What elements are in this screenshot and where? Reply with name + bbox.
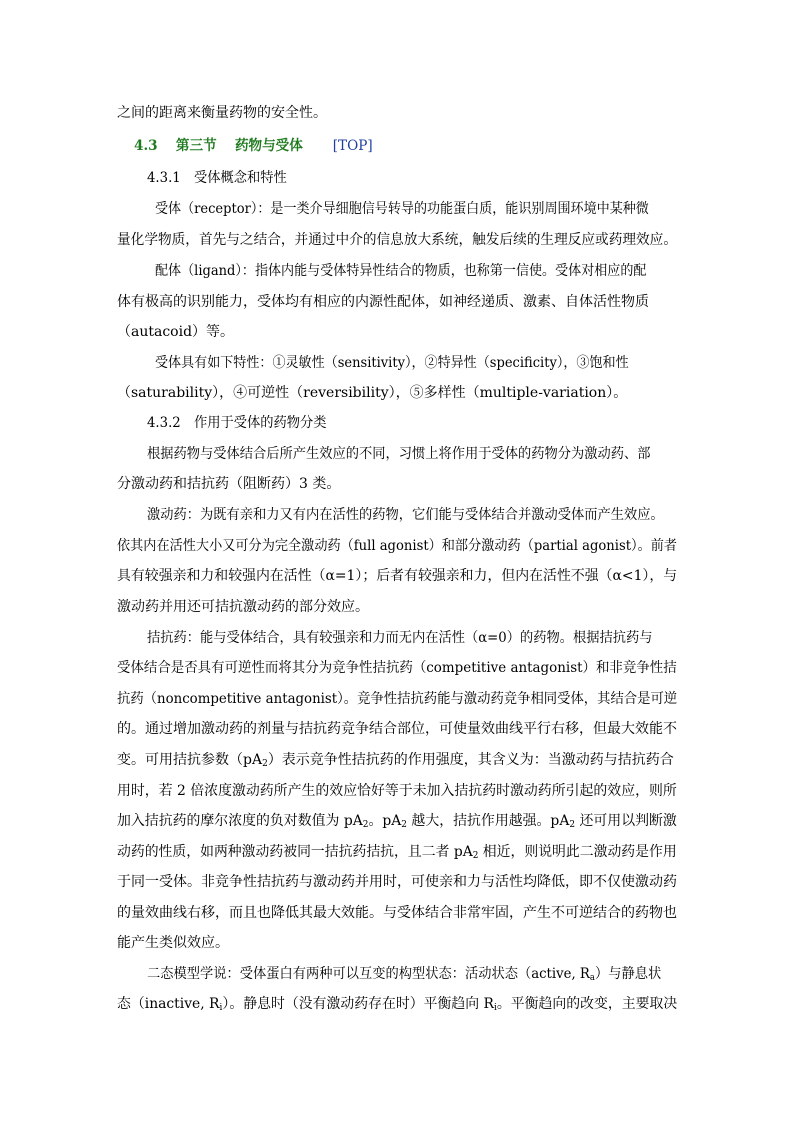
paragraph-line: 受体具有如下特性：①灵敏性（sensitivity），②特异性（specificity），③饱和性 bbox=[155, 355, 629, 371]
paragraph-line: 激动药并用还可拮抗激动药的部分效应。 bbox=[117, 599, 369, 615]
paragraph-line: 二态模型学说：受体蛋白有两种可以互变的构型状态：活动状态（active, $R_a$）与静息状 bbox=[147, 966, 662, 983]
paragraph-line: 之间的距离来衡量药物的安全性。 bbox=[117, 105, 327, 121]
subsection-heading: 4.3.1 受体概念和特性 bbox=[147, 170, 287, 186]
paragraph-line: 的量效曲线右移，而且也降低其最大效能。与受体结合非常牢固，产生不可逆结合的药物也 bbox=[117, 905, 677, 921]
paragraph-line: 于同一受体。非竞争性拮抗药与激动药并用时，可使亲和力与活性均降低，即不仅使激动药 bbox=[117, 874, 677, 890]
paragraph-line: 加入拮抗药的摩尔浓度的负对数值为 $pA_2$。$pA_2$ 越大，拮抗作用越强。$pA_2$ 还可用以判断激 bbox=[117, 813, 677, 830]
section-name: 第三节 bbox=[175, 138, 217, 154]
section-heading bbox=[134, 136, 677, 156]
section-number: 4.3 bbox=[134, 138, 158, 154]
paragraph-line: 具有较强亲和力和较强内在活性（α=1）；后者有较强亲和力，但内在活性不强（α<1），与 bbox=[117, 568, 678, 584]
paragraph-line: 分激动药和拮抗药（阻断药）3 类。 bbox=[117, 476, 341, 492]
paragraph-line: 态（inactive, $R_i$）。静息时（没有激动药存在时）平衡趋向 $R_i$。平衡趋向的改变，主要取决 bbox=[117, 996, 678, 1013]
paragraph-line: 能产生类似效应。 bbox=[117, 935, 229, 951]
paragraph-line: 激动药：为既有亲和力又有内在活性的药物，它们能与受体结合并激动受体而产生效应。 bbox=[147, 507, 664, 523]
paragraph-line: （autacoid）等。 bbox=[117, 324, 235, 340]
paragraph-line: 受体（receptor）：是一类介导细胞信号转导的功能蛋白质，能识别周围环境中某种微 bbox=[155, 201, 649, 217]
section-title: 药物与受体 bbox=[234, 138, 303, 154]
paragraph-line: 动药的性质，如两种激动药被同一拮抗药拮抗，且二者 $pA_2$ 相近，则说明此二激动药是作用 bbox=[117, 844, 677, 861]
subsection-heading: 4.3.2 作用于受体的药物分类 bbox=[147, 415, 327, 431]
paragraph-line: 变。可用拮抗参数$(pA_2)$表示竞争性拮抗药的作用强度，其含义为：当激动药与拮抗药合 bbox=[117, 752, 674, 769]
paragraph-line: （saturability），④可逆性（reversibility），⑤多样性（multiple-variation）。 bbox=[117, 385, 628, 401]
paragraph-line: 拮抗药：能与受体结合，具有较强亲和力而无内在活性（α=0）的药物。根据拮抗药与 bbox=[147, 630, 653, 646]
paragraph-line: 量化学物质，首先与之结合，并通过中介的信息放大系统，触发后续的生理反应或药理效应。 bbox=[117, 232, 677, 248]
paragraph-line: 用时，若 2 倍浓度激动药所产生的效应恰好等于未加入拮抗药时激动药所引起的效应，则所 bbox=[117, 783, 677, 799]
paragraph-line: 根据药物与受体结合后所产生效应的不同，习惯上将作用于受体的药物分为激动药、部 bbox=[147, 446, 651, 462]
paragraph-line: 的。通过增加激动药的剂量与拮抗药竞争结合部位，可使量效曲线平行右移，但最大效能不 bbox=[117, 721, 677, 737]
paragraph-line: 配体（ligand）：指体内能与受体特异性结合的物质，也称第一信使。受体对相应的配 bbox=[155, 263, 647, 279]
paragraph-line: 抗药（noncompetitive antagonist）。竞争性拮抗药能与激动药竞争相同受体，其结合是可逆 bbox=[117, 691, 678, 707]
paragraph-line: 体有极高的识别能力，受体均有相应的内源性配体，如神经递质、激素、自体活性物质 bbox=[117, 294, 649, 310]
paragraph-line: 受体结合是否具有可逆性而将其分为竞争性拮抗药（competitive antagonist）和非竞争性拮 bbox=[117, 660, 677, 676]
top-link[interactable]: [TOP] bbox=[332, 138, 373, 154]
paragraph-line: 依其内在活性大小又可分为完全激动药（full agonist）和部分激动药（partial agonist）。前者 bbox=[117, 538, 678, 554]
